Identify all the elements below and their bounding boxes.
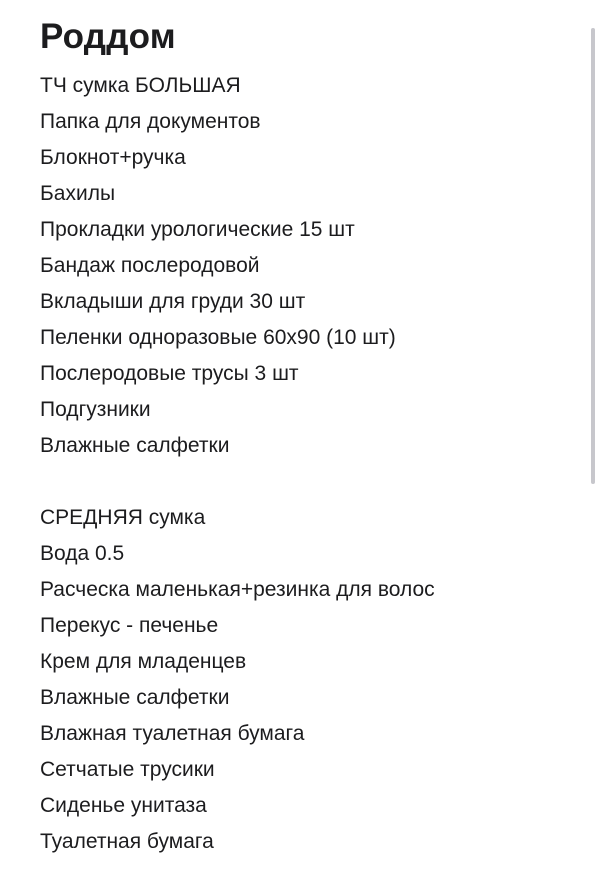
note-line: ТЧ сумка БОЛЬШАЯ (40, 74, 241, 97)
scrollbar[interactable] (591, 28, 595, 484)
note-body[interactable] (40, 14, 580, 860)
note-line: Расческа маленькая+резинка для волос (40, 578, 435, 601)
note-line: Пеленки одноразовые 60х90 (10 шт) (40, 326, 396, 349)
note-line: Сиденье унитаза (40, 794, 207, 817)
note-line: Блокнот+ручка (40, 146, 186, 169)
empty-line (40, 464, 580, 500)
note-line: Влажная туалетная бумага (40, 722, 305, 745)
note-line: Перекус - печенье (40, 614, 219, 637)
note-line: Вкладыши для груди 30 шт (40, 290, 306, 313)
note-line: Подгузники (40, 398, 151, 421)
note-line: Бахилы (40, 182, 116, 205)
note-line: СРЕДНЯЯ сумка (40, 506, 206, 529)
note-title: Роддом (40, 17, 176, 56)
note-line: Сетчатые трусики (40, 758, 215, 781)
note-line: Послеродовые трусы 3 шт (40, 362, 299, 385)
note-line: Влажные салфетки (40, 686, 230, 709)
note-line: Туалетная бумага (40, 830, 214, 853)
note-line: Крем для младенцев (40, 650, 247, 673)
note-line: Папка для документов (40, 110, 261, 133)
note-line: Вода 0.5 (40, 542, 125, 565)
note-line: Прокладки урологические 15 шт (40, 218, 355, 241)
note-line: Бандаж послеродовой (40, 254, 260, 277)
note-line: Влажные салфетки (40, 434, 230, 457)
